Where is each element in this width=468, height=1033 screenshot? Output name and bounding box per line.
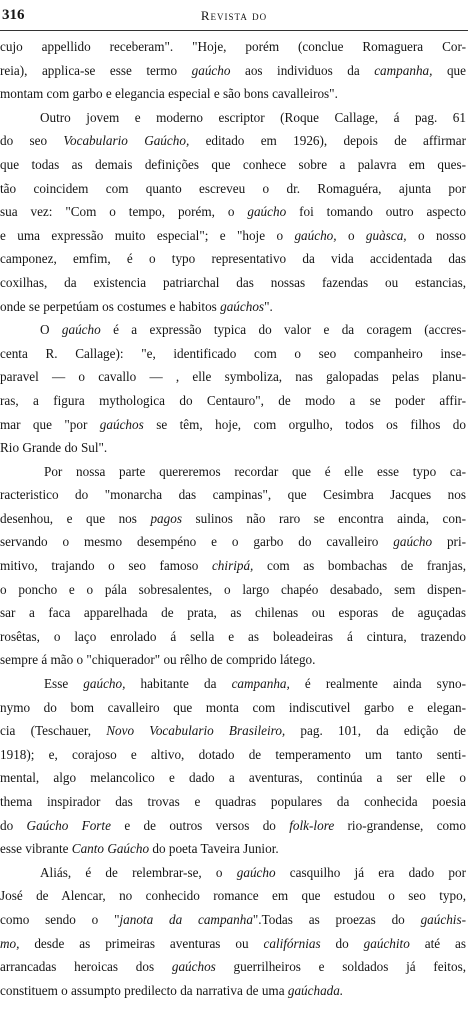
paragraph xyxy=(0,318,466,460)
text-run: e uma expressão muito especial"; e "hoje o xyxy=(0,227,295,243)
text-run: mar que "por xyxy=(0,416,100,432)
text-run: do xyxy=(320,935,364,951)
italic-term: califórnias xyxy=(263,935,321,951)
text-run: racteristico do "monarcha das campinas", que Cesimbra Jacques nos xyxy=(0,487,466,503)
text-run: sempre á mão o "chiquerador" ou rêlho de comprido látego. xyxy=(0,652,316,668)
text-run: como sendo o " xyxy=(0,911,120,927)
text-run: coxilhas, da existencia patriarchal das nossas fazendas ou estancias, xyxy=(0,274,466,290)
text-run: Rio Grande do Sul". xyxy=(0,440,108,456)
text-line xyxy=(0,247,466,271)
text-run: o xyxy=(336,227,366,243)
text-run: até as xyxy=(409,935,466,951)
paragraph xyxy=(0,672,466,861)
italic-term: gaúcho xyxy=(191,62,231,78)
text-run: constituem o assumpto predilecto da narrativa de uma xyxy=(0,982,288,998)
text-run: do xyxy=(0,817,27,833)
text-run: esse vibrante xyxy=(0,841,72,857)
text-run: com as bombachas de franjas, xyxy=(253,558,466,574)
text-run: thema inspirador das trovas e quadras populares da conhecida poesia xyxy=(0,794,466,809)
text-run: Esse xyxy=(44,676,84,692)
italic-term: gaúchos xyxy=(99,416,144,432)
text-run: camponez, emfim, é o typo representativo da vida accidentada das xyxy=(0,251,466,267)
italic-term: mo, xyxy=(0,935,20,951)
text-run: rosêtas, o laço enrolado á sella e as boleadeiras á cintura, trazendo xyxy=(0,628,466,644)
text-run: centa R. Callage): "e, identificado com o seo companheiro inse- xyxy=(0,345,466,361)
text-run: é a expressão typica do valor e da coragem (accres- xyxy=(100,322,466,338)
text-line xyxy=(0,35,466,59)
text-line xyxy=(0,413,466,437)
italic-term: campanha, xyxy=(374,62,433,78)
italic-term: gaúcho, xyxy=(294,227,337,243)
text-line xyxy=(0,625,466,649)
italic-term: gaúcho xyxy=(393,534,433,550)
text-run: cia (Teschauer, xyxy=(0,723,107,739)
text-line xyxy=(0,790,466,814)
text-run: José de Alencar, no conhecido romance em que estudou o seo typo, xyxy=(0,888,466,904)
page-header xyxy=(0,7,468,31)
text-line xyxy=(0,365,466,389)
italic-term: chiripá, xyxy=(211,558,254,574)
text-run: paravel — o cavallo — , elle symboliza, nas galopadas pelas planu- xyxy=(0,369,466,385)
text-run: 1918); e, corajoso e altivo, dotado de temperamento um tanto senti- xyxy=(0,746,466,762)
text-run: onde se perpetúam os costumes e habitos xyxy=(0,298,221,314)
text-run: pri- xyxy=(432,534,466,550)
text-run: cujo appellido receberam". "Hoje, porém (conclue Romaguera Cor- xyxy=(0,39,466,54)
text-line xyxy=(0,153,466,177)
text-run: sar a faca apparelhada de prata, as chilenas ou esporas de aguçadas xyxy=(0,605,466,621)
text-run: ras, a figura mythologica do Centauro", de modo a se poder affir- xyxy=(0,392,466,408)
text-line xyxy=(0,932,466,956)
italic-term: gaúcho, xyxy=(83,676,126,692)
text-run: o nosso xyxy=(406,227,466,243)
text-line xyxy=(0,696,466,720)
italic-term: gaúchos xyxy=(171,959,216,975)
text-line xyxy=(0,554,466,578)
text-run: sua vez: "Com o tempo, porém, o xyxy=(0,204,248,220)
text-run: reia), applica-se esse termo xyxy=(0,62,192,78)
text-line xyxy=(0,743,466,767)
italic-term: Novo Vocabulario Brasileiro, xyxy=(106,723,286,739)
text-run: desde as primeiras aventuras ou xyxy=(19,935,264,951)
text-line xyxy=(0,483,466,507)
text-run: habitante da xyxy=(125,676,232,692)
text-run: Outro jovem e moderno escriptor (Roque Callage, á pag. 61 xyxy=(40,109,466,125)
text-run: que todas as demais definições que conhece sobre a palavra em ques- xyxy=(0,156,466,172)
text-line xyxy=(0,648,466,672)
text-run: que xyxy=(432,62,466,78)
header-rule xyxy=(0,30,468,31)
text-run: editado em 1926), depois de affirmar xyxy=(189,133,466,149)
text-line xyxy=(0,59,466,83)
text-run: mitivo, trajando o seo famoso xyxy=(0,558,212,574)
italic-term: gaúchis- xyxy=(420,911,466,927)
text-line xyxy=(0,814,466,838)
text-line xyxy=(0,672,466,696)
body-text xyxy=(0,35,466,1002)
text-line xyxy=(0,601,466,625)
italic-term: Gaúcho Forte xyxy=(26,817,111,833)
text-line xyxy=(0,578,466,602)
text-line xyxy=(0,318,466,342)
text-run: do poeta Taveira Junior. xyxy=(149,841,279,857)
text-line xyxy=(0,908,466,932)
running-head: Revista do xyxy=(200,8,268,23)
page-number: 316 xyxy=(2,7,25,23)
paragraph xyxy=(0,106,466,318)
text-line xyxy=(0,436,466,460)
italic-term: gaúchos xyxy=(220,298,265,314)
text-run: desenhou, e que nos xyxy=(0,510,151,526)
text-run: aos individuos da xyxy=(230,62,375,78)
text-run: do seo xyxy=(0,133,64,149)
text-line xyxy=(0,224,466,248)
italic-term: folk-lore xyxy=(289,817,335,833)
text-run: é realmente ainda syno- xyxy=(289,676,466,692)
text-run: Por nossa parte quereremos recordar que é elle esse typo ca- xyxy=(44,463,466,479)
paragraph xyxy=(0,861,466,1003)
text-run: nymo do bom cavalleiro que monta com indiscutivel garbo e elegan- xyxy=(0,699,466,715)
italic-term: Vocabulario Gaúcho, xyxy=(63,133,190,149)
italic-term: campanha, xyxy=(231,676,290,692)
text-line xyxy=(0,460,466,484)
text-run: sulinos não raro se encontra ainda, con- xyxy=(181,510,466,526)
italic-term: pagos xyxy=(150,510,182,526)
italic-term: janota da campanha xyxy=(119,911,253,927)
text-run: ".Todas as proezas do xyxy=(252,911,421,927)
text-line xyxy=(0,295,466,319)
text-run: Aliás, é de relembrar-se, o xyxy=(40,864,237,880)
text-run: ". xyxy=(264,298,273,314)
text-run: mental, algo melancolico e dado a aventuras, continúa a ser elle o xyxy=(0,770,466,786)
text-run: montam com garbo e elegancia especial e são bons cavalleiros". xyxy=(0,86,338,102)
text-line xyxy=(0,530,466,554)
italic-term: gaúchada. xyxy=(287,982,344,998)
text-line xyxy=(0,342,466,366)
text-run: casquilho já era dado por xyxy=(275,864,466,880)
text-line xyxy=(0,837,466,861)
text-run: o poncho e o pála sobresalentes, o largo chapéo desabado, sem dispen- xyxy=(0,581,466,597)
text-run: e de outros versos do xyxy=(110,817,290,833)
text-line xyxy=(0,177,466,201)
text-run: se têm, hoje, com orgulho, todos os filhos do xyxy=(143,416,466,432)
text-line xyxy=(0,766,466,790)
text-line xyxy=(0,200,466,224)
text-run: tão coincidem com quanto escreveu o dr. Romaguéra, ajunta por xyxy=(0,180,466,196)
text-line xyxy=(0,106,466,130)
italic-term: Canto Gaúcho xyxy=(71,841,150,857)
text-line xyxy=(0,884,466,908)
text-line xyxy=(0,955,466,979)
text-line xyxy=(0,129,466,153)
italic-term: gaúcho xyxy=(247,204,287,220)
italic-term: gaúcho xyxy=(61,322,101,338)
text-line xyxy=(0,389,466,413)
text-run: O xyxy=(40,322,62,338)
text-run: rio-grandense, como xyxy=(334,817,466,833)
text-line xyxy=(0,861,466,885)
text-line xyxy=(0,82,466,106)
italic-term: gaúchito xyxy=(363,935,410,951)
text-line xyxy=(0,719,466,743)
text-run: pag. 101, da edição de xyxy=(285,723,466,739)
text-line xyxy=(0,979,466,1003)
italic-term: gaúcho xyxy=(236,864,276,880)
text-line xyxy=(0,507,466,531)
text-run: foi tomando outro aspecto xyxy=(286,204,466,220)
text-run: arrancadas heroicas dos xyxy=(0,959,172,975)
text-line xyxy=(0,271,466,295)
paragraph xyxy=(0,35,466,106)
text-run: guerrilheiros e soldados já feitos, xyxy=(215,959,466,975)
italic-term: guàsca, xyxy=(365,227,407,243)
paragraph xyxy=(0,460,466,672)
text-run: servando o mesmo desempéno e o garbo do cavalleiro xyxy=(0,534,394,550)
